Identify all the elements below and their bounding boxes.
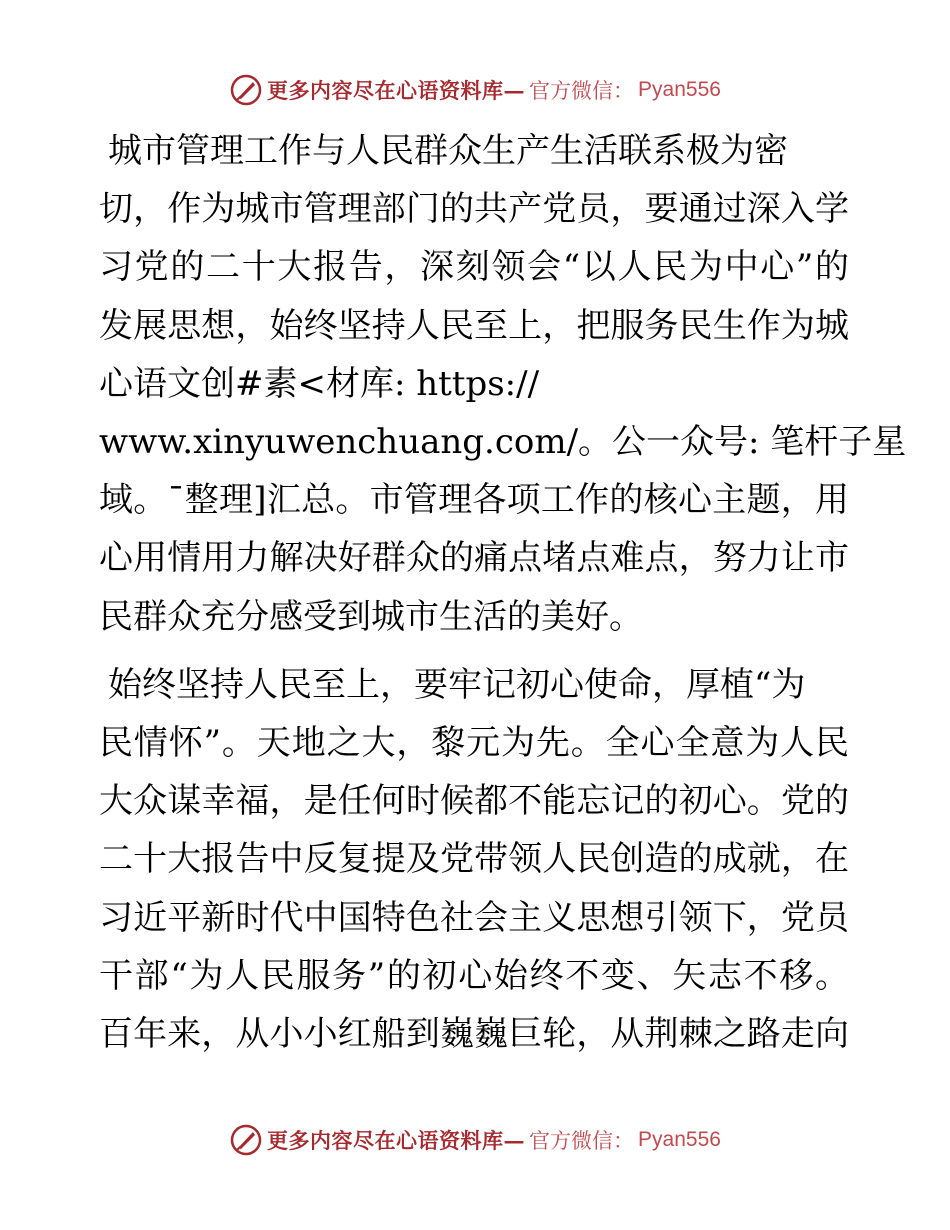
header-banner bbox=[0, 70, 950, 110]
text-line: 习近平新时代中国特色社会主义思想引领下，党员 bbox=[99, 897, 849, 938]
text-line: 百年来，从小小红船到巍巍巨轮，从荆棘之路走向 bbox=[99, 1014, 849, 1055]
banner-wechat-label: 官方微信： bbox=[529, 79, 635, 103]
text-line: 始终坚持人民至上，要牢记初心使命，厚植“为 bbox=[108, 664, 806, 705]
text-line: 城市管理工作与人民群众生产生活联系极为密 bbox=[108, 131, 788, 171]
text-line: 民群众充分感受到城市生活的美好。 bbox=[99, 596, 643, 637]
text-line: 域。¯整理]汇总。市管理各项工作的核心主题，用 bbox=[99, 480, 849, 521]
text-line: 心用情用力解决好群众的痛点堵点难点，努力让市 bbox=[99, 538, 849, 579]
text-line: 习党的二十大报告，深刻领会“以人民为中心”的 bbox=[99, 247, 849, 288]
document-body bbox=[99, 122, 907, 1063]
banner-wechat-label: 官方微信： bbox=[529, 1129, 635, 1153]
text-line: www.xinyuwenchuang.com/。公一众号: 笔杆子星 bbox=[99, 422, 907, 463]
feather-pen-logo-icon bbox=[229, 1123, 263, 1157]
feather-pen-logo-icon bbox=[229, 73, 263, 107]
text-line: 民情怀”。天地之大，黎元为先。全心全意为人民 bbox=[99, 723, 849, 764]
text-line: 二十大报告中反复提及党带领人民创造的成就，在 bbox=[99, 839, 849, 880]
text-line: 心语文创#素<材库: https:// bbox=[99, 363, 540, 404]
banner-text: 更多内容尽在心语资料库— bbox=[267, 1128, 526, 1153]
text-line: 大众谋幸福，是任何时候都不能忘记的初心。党的 bbox=[99, 781, 849, 822]
paragraph-2 bbox=[99, 656, 849, 1063]
footer-banner bbox=[0, 1120, 950, 1160]
banner-text: 更多内容尽在心语资料库— bbox=[267, 78, 526, 103]
banner-wechat-id: Pyan556 bbox=[638, 78, 721, 101]
text-line: 发展思想，始终坚持人民至上，把服务民生作为城 bbox=[99, 305, 849, 346]
banner-wechat-id: Pyan556 bbox=[638, 1128, 721, 1151]
text-line: 切，作为城市管理部门的共产党员，要通过深入学 bbox=[99, 189, 849, 230]
text-line: 干部“为人民服务”的初心始终不变、矢志不移。 bbox=[99, 955, 849, 996]
paragraph-1 bbox=[99, 122, 907, 646]
